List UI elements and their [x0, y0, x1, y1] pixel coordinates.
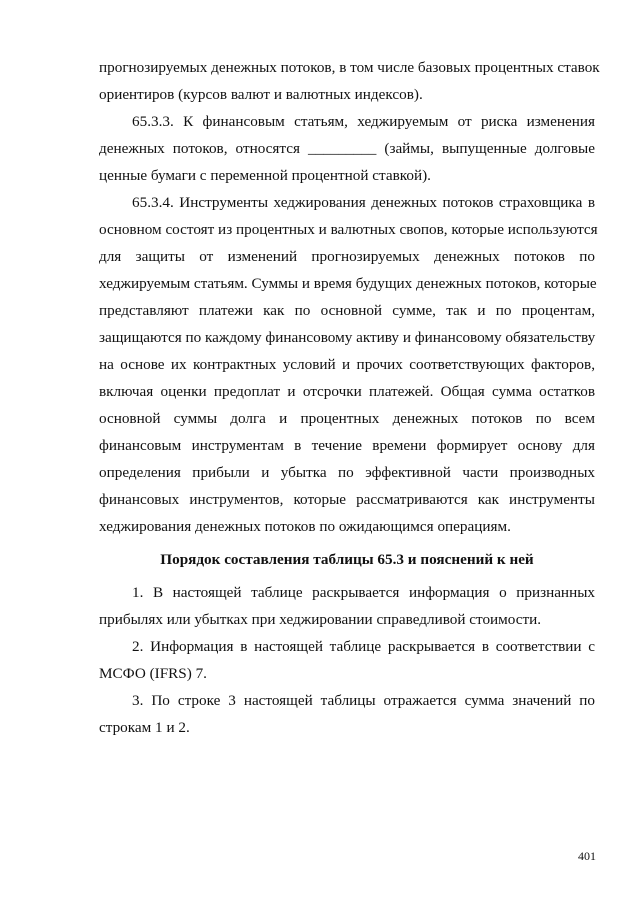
paragraph-65-3-4-line-3: для защиты от изменений прогнозируемых денежных потоков по [99, 248, 595, 265]
paragraph-65-3-4-line-8: включая оценки предоплат и отсрочки платежей. Общая сумма остатков [99, 383, 595, 400]
paragraph-65-3-3-line-3: ценные бумаги с переменной процентной ставкой). [99, 167, 431, 184]
item-1-line-2: прибылях или убытках при хеджировании справедливой стоимости. [99, 611, 542, 628]
section-heading: Порядок составления таблицы 65.3 и пояснений к ней [160, 551, 534, 568]
paragraph-65-3-4-line-4: хеджируемым статьям. Суммы и время будущих денежных потоков, которые [99, 275, 597, 292]
item-2-line-2: МСФО (IFRS) 7. [99, 665, 207, 682]
paragraph-65-3-4-line-12: финансовых инструментов, которые рассматриваются как инструменты [99, 491, 595, 508]
paragraph-1-line-2: ориентиров (курсов валют и валютных индексов). [99, 86, 423, 103]
item-2-line-1: 2. Информация в настоящей таблице раскрывается в соответствии с [132, 638, 595, 655]
paragraph-65-3-4-line-10: финансовым инструментам в течение времени формирует основу для [99, 437, 595, 454]
paragraph-65-3-4-line-5: представляют платежи как по основной сумме, так и по процентам, [99, 302, 595, 319]
paragraph-65-3-4-line-1: 65.3.4. Инструменты хеджирования денежных потоков страховщика в [132, 194, 595, 211]
page-number: 401 [578, 849, 596, 863]
item-3-line-1: 3. По строке 3 настоящей таблицы отражается сумма значений по [132, 692, 595, 709]
paragraph-65-3-4-line-6: защищаются по каждому финансовому активу и финансовому обязательству [99, 329, 596, 346]
paragraph-1-line-1: прогнозируемых денежных потоков, в том числе базовых процентных ставок [99, 59, 600, 76]
item-3-line-2: строкам 1 и 2. [99, 719, 190, 736]
paragraph-65-3-4-line-13: хеджирования денежных потоков по ожидающимся операциям. [99, 518, 511, 535]
paragraph-65-3-4-line-9: основной суммы долга и процентных денежных потоков по всем [99, 410, 595, 427]
paragraph-65-3-3-line-2: денежных потоков, относятся _________ (займы, выпущенные долговые [99, 140, 595, 157]
paragraph-65-3-4-line-2: основном состоят из процентных и валютных свопов, которые используются [99, 221, 598, 238]
paragraph-65-3-3-line-1: 65.3.3. К финансовым статьям, хеджируемым от риска изменения [132, 113, 595, 130]
paragraph-65-3-4-line-11: определения прибыли и убытка по эффективной части производных [99, 464, 595, 481]
item-1-line-1: 1. В настоящей таблице раскрывается информация о признанных [132, 584, 595, 601]
paragraph-65-3-4-line-7: на основе их контрактных условий и прочих соответствующих факторов, [99, 356, 595, 373]
